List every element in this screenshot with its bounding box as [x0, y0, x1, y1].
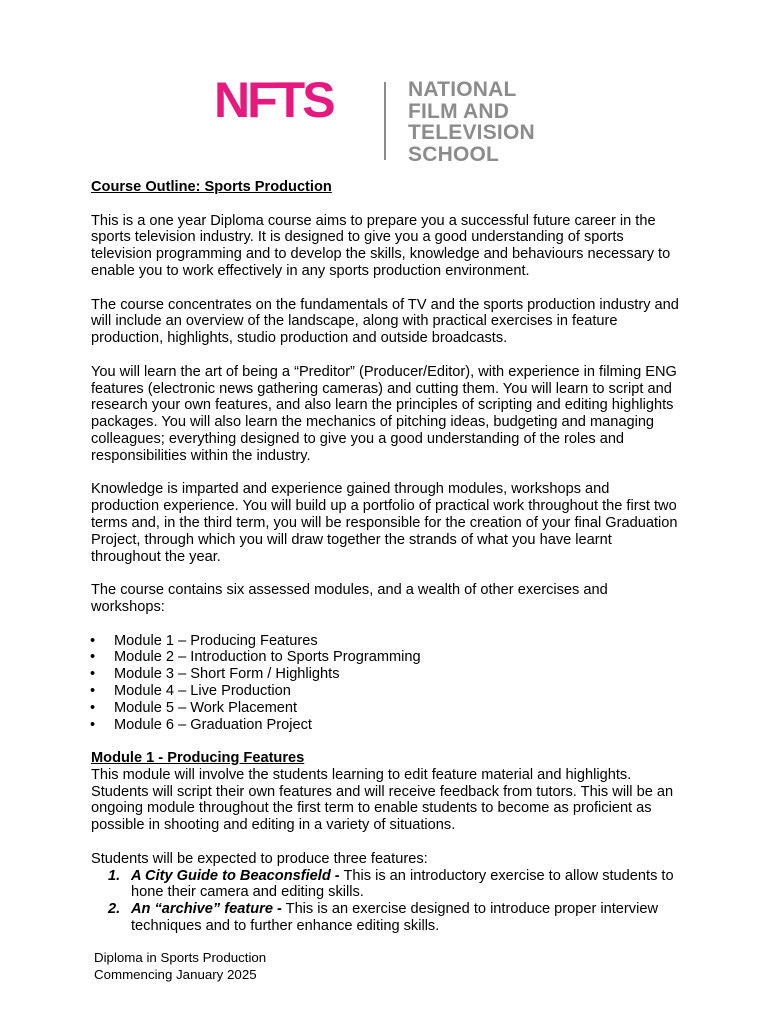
logo-mark: NFTS [214, 72, 333, 128]
list-item [91, 700, 681, 717]
module-label: Module 2 – Introduction to Sports Programming [114, 649, 421, 666]
paragraph: You will learn the art of being a “Preditor” (Producer/Editor), with experience in filming ENG features (electronic news gathering cameras) and cutting them. You will learn to script and research your own features, and also learn the principles of scripting and editing highlights packages. You will also learn the mechanics of pitching ideas, budgeting and managing colleagues; everything designed to give you a good understanding of the roles and responsibilities within the industry. [91, 363, 677, 464]
section-heading: Module 1 - Producing Features [91, 750, 305, 767]
module-label: Module 3 – Short Form / Highlights [114, 666, 340, 683]
module-label: Module 5 – Work Placement [114, 699, 298, 716]
paragraph: This module will involve the students learning to edit feature material and highlights. Students will script their own features and will receive feedback from tutors. This will be an ongoing module throughout the first term to enable students to become as proficient as possible in shooting and editing in a variety of situations. [91, 766, 674, 834]
feature-title: An “archive” feature - [131, 901, 282, 918]
paragraph: This is a one year Diploma course aims to prepare you a successful future career in the sports television industry. It is designed to give you a good understanding of sports television programming and to develop the skills, knowledge and behaviours necessary to enable you to work effectively in any sports production environment. [91, 212, 671, 279]
page-title: Course Outline: Sports Production [91, 179, 332, 195]
feature-list [91, 868, 681, 935]
paragraph: Knowledge is imparted and experience gained through modules, workshops and production experience. You will build up a portfolio of practical work throughout the first two terms and, in the third term, you will be responsible for the creation of your final Graduation Project, through which you will draw together the strands of what you have learnt throughout the year. [91, 481, 678, 565]
module-label: Module 4 – Live Production [114, 682, 291, 699]
list-item [91, 633, 681, 650]
list-number: 2. [108, 901, 121, 918]
paragraph: The course contains six assessed modules, and a wealth of other exercises and workshops: [91, 582, 608, 615]
module-label: Module 6 – Graduation Project [114, 716, 312, 733]
paragraph: Students will be expected to produce three features: [91, 850, 428, 867]
bullet: • [90, 716, 96, 733]
bullet: • [90, 682, 96, 699]
list-item [91, 666, 681, 683]
list-number: 1. [108, 867, 121, 884]
list-item [91, 683, 681, 700]
footer-line: Diploma in Sports Production [94, 950, 267, 965]
logo-wordmark [408, 79, 535, 165]
list-item [91, 901, 681, 935]
list-item [91, 649, 681, 666]
bullet: • [90, 632, 96, 649]
feature-title: A City Guide to Beaconsfield - [131, 867, 340, 884]
feature-text: This is an introductory exercise to allow students to hone their camera and editing skills. [131, 867, 674, 901]
module-list [91, 633, 681, 734]
logo-divider [384, 82, 386, 160]
logo-line: TELEVISION [408, 121, 535, 144]
bullet: • [90, 649, 96, 666]
list-item [91, 868, 681, 902]
logo-line: NATIONAL [408, 78, 517, 101]
module-label: Module 1 – Producing Features [114, 632, 318, 649]
paragraph: The course concentrates on the fundamentals of TV and the sports production industry and will include an overview of the landscape, along with practical exercises in feature production, highlights, studio production and outside broadcasts. [91, 296, 679, 347]
footer-line: Commencing January 2025 [94, 966, 257, 982]
page-footer [94, 950, 266, 984]
list-item [91, 717, 681, 734]
nfts-logo [214, 72, 554, 166]
logo-line: SCHOOL [408, 142, 500, 166]
bullet: • [90, 666, 96, 683]
logo-line: FILM AND [408, 99, 510, 123]
feature-text: This is an exercise designed to introduce proper interview techniques and to further enhance editing skills. [131, 901, 658, 935]
document-body [91, 179, 681, 935]
bullet: • [90, 699, 96, 716]
